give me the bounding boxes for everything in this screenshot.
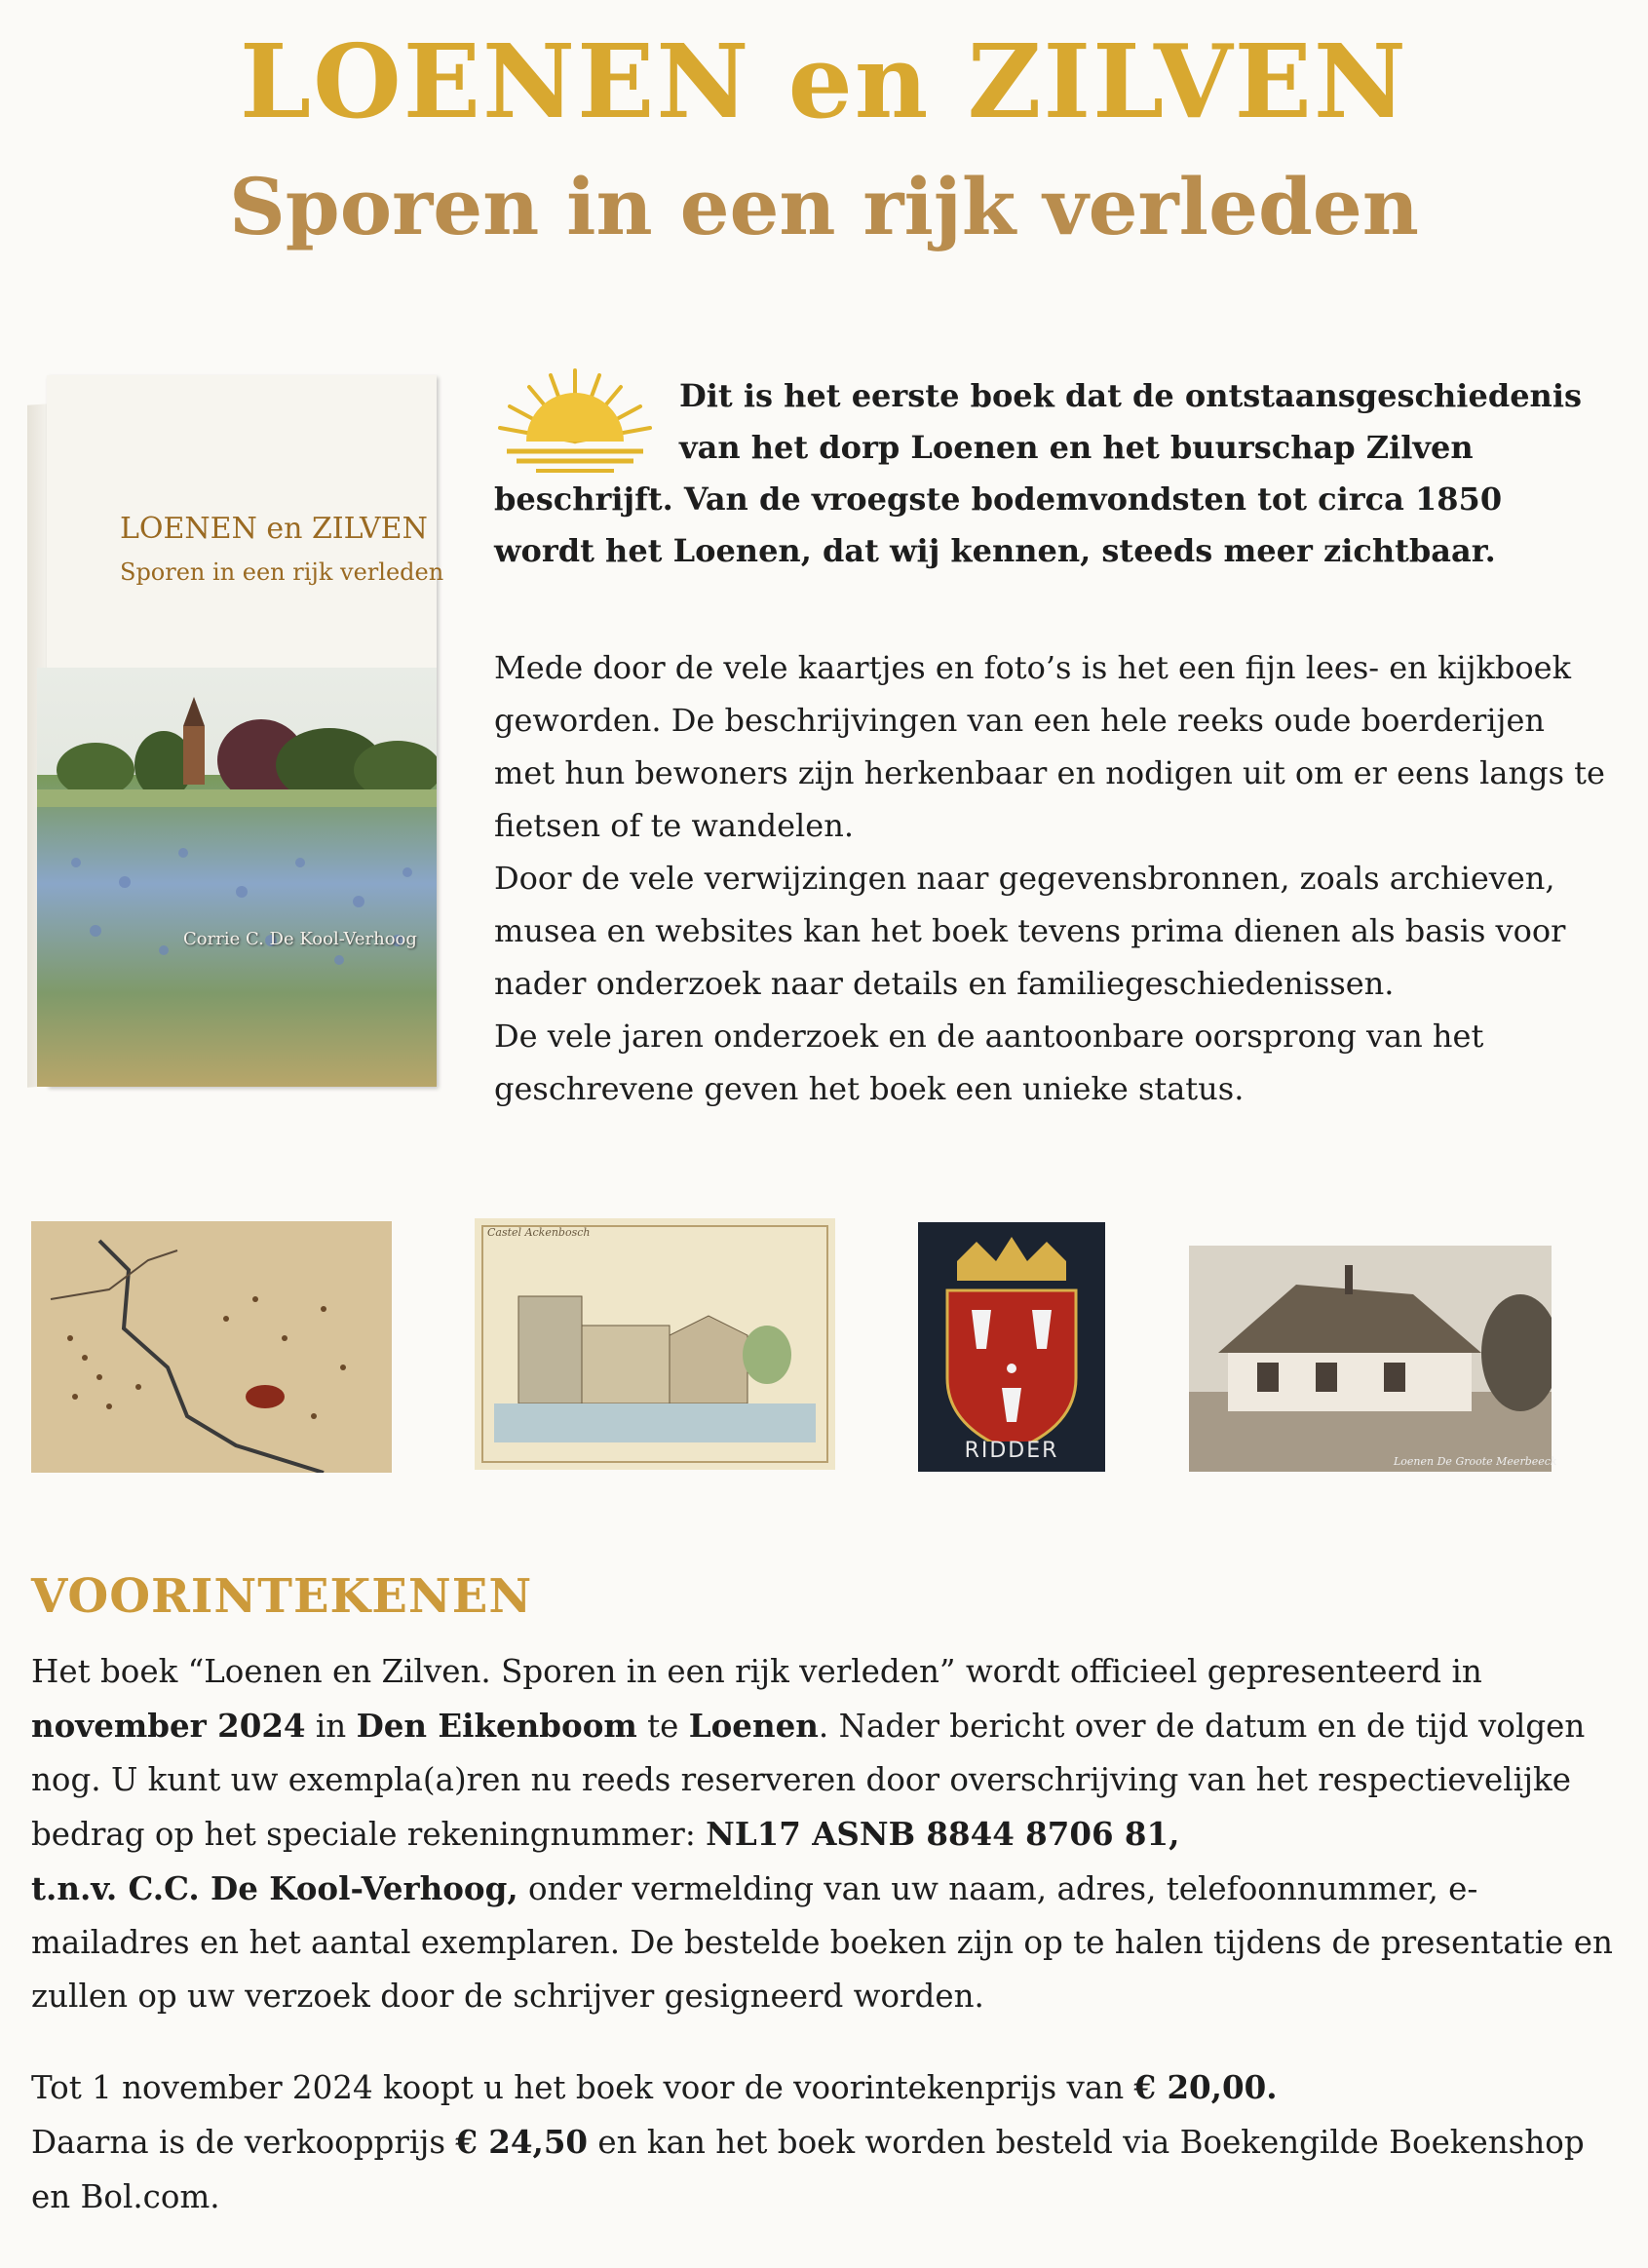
vt-venue: Den Eikenboom (356, 1707, 637, 1745)
retail-price: € 24,50 (455, 2123, 589, 2161)
coat-of-arms-label: RIDDER (964, 1439, 1059, 1463)
description-paragraph-1: Mede door de vele kaartjes en foto’s is het een fijn lees- en kijkboek geworden. De beschrijvingen van een hele reeks oude boerderijen met hun bewoners zijn herkenbaar en nodigen uit om er eens langs te fietsen of te wandelen. (494, 649, 1605, 844)
book-cover-subtitle: Sporen in een rijk verleden (120, 558, 444, 586)
book-cover-photo (37, 668, 437, 1087)
voorintekenen-text (31, 1645, 1629, 2023)
vt-text-2: in (305, 1708, 357, 1745)
price-text-3: en kan het boek worden besteld via Boekengilde Boekenshop en Bol.com. (31, 2124, 1585, 2215)
castle-drawing-image (475, 1218, 835, 1470)
intro-paragraph: Dit is het eerste boek dat de ontstaansgeschiedenis van het dorp Loenen en het buurschap Zilven beschrijft. Van de vroegste bodemvondsten tot circa 1850 wordt het Loenen, dat wij kennen, steeds meer zichtbaar. (494, 377, 1582, 569)
vt-text-1: Het boek “Loenen en Zilven. Sporen in een rijk verleden” wordt officieel gepresenteerd in (31, 1653, 1482, 1690)
price-text-1: Tot 1 november 2024 koopt u het boek voor de voorintekenprijs van (31, 2069, 1134, 2106)
vt-text-5: onder vermelding van uw naam, adres, telefoonnummer, e-mailadres en het aantal exemplaren. De bestelde boeken zijn op te halen tijdens de presentatie en zullen op uw verzoek door de schrijver gesigneerd worden. (31, 1870, 1613, 2015)
old-farmhouse-photo (1189, 1246, 1552, 1472)
intro-sun-spacer (494, 370, 679, 474)
vt-place: Loenen (688, 1707, 819, 1745)
vt-text-4: . Nader bericht over de datum en de tijd volgen nog. U kunt uw exempla(a)ren nu reeds reserveren door overschrijving van het respectievelijke bedrag op het speciale rekeningnummer: (31, 1708, 1586, 1853)
book-cover-title: LOENEN en ZILVEN (120, 512, 428, 546)
coat-of-arms-image (918, 1222, 1105, 1472)
pricing-text (31, 2060, 1629, 2224)
book-description (494, 641, 1605, 1115)
price-text-2: Daarna is de verkoopprijs (31, 2124, 456, 2161)
pre-order-price: € 20,00. (1133, 2068, 1278, 2106)
description-paragraph-2: Door de vele verwijzingen naar gegevensbronnen, zoals archieven, musea en websites kan het boek tevens prima dienen als basis voor nader onderzoek naar details en familiegeschiedenissen. (494, 860, 1566, 1002)
section-heading-voorintekenen: VOORINTEKENEN (31, 1569, 533, 1624)
castle-caption: Castel Ackenbosch (487, 1226, 591, 1239)
illustration-strip (0, 1216, 1648, 1480)
vt-account-number: NL17 ASNB 8844 8706 81, (706, 1815, 1180, 1853)
vt-text-3: te (636, 1708, 689, 1745)
description-paragraph-3: De vele jaren onderzoek en de aantoonbare oorsprong van het geschrevene geven het boek een unieke status. (494, 1018, 1484, 1107)
vt-account-holder: t.n.v. C.C. De Kool-Verhoog, (31, 1869, 518, 1907)
page-subtitle: Sporen in een rijk verleden (229, 161, 1419, 252)
vt-date: november 2024 (31, 1707, 306, 1745)
intro-text (494, 370, 1595, 577)
farmhouse-caption: Loenen De Groote Meerbeeck (1394, 1455, 1557, 1468)
book-cover-image (27, 375, 444, 1087)
book-cover-author: Corrie C. De Kool-Verhoog (183, 929, 417, 949)
page-title: LOENEN en ZILVEN (240, 21, 1408, 141)
old-map-image (31, 1221, 392, 1473)
